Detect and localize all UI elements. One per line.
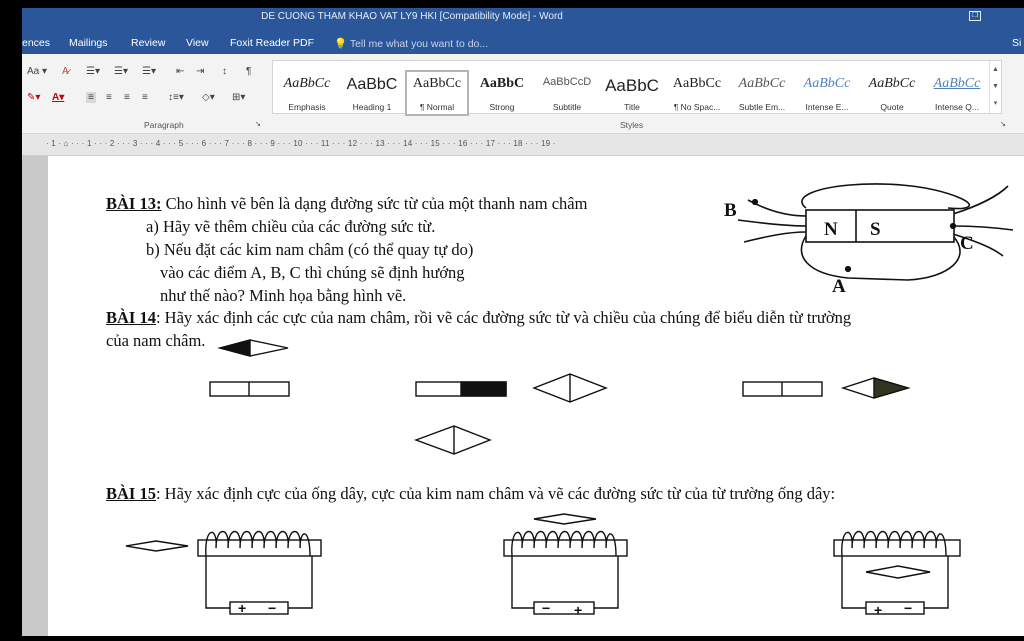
styles-group-label: Styles [620,120,644,130]
style-sample: AaBbCc [933,76,981,91]
bai13-b3: như thế nào? Minh họa bằng hình vẽ. [160,286,407,305]
compass-needle-1 [220,340,288,356]
style-name: ¶ Normal [419,102,455,112]
style-title[interactable] [600,70,664,116]
horizontal-ruler[interactable] [22,134,1024,156]
style-no-spacing[interactable] [665,70,729,116]
battery2-plus: + [574,602,583,618]
bai15-needle-2 [534,514,596,524]
tab-references[interactable]: ences [22,37,51,49]
tell-me-text: Tell me what you want to do... [349,38,489,50]
style-sample: AaBbC [346,76,398,93]
paragraph-dialog-launcher-icon[interactable]: ↘ [255,121,261,128]
title-bar [22,8,1024,34]
label-a: A [832,276,846,297]
style-emphasis[interactable] [275,70,339,116]
numbering-icon[interactable]: ☰▾ [114,66,128,77]
bai13-heading: BÀI 13: [106,194,162,213]
bai15-figures [126,514,960,614]
ribbon-tabs [22,34,1024,54]
styles-gallery [272,60,1002,114]
point-a [846,267,851,272]
style-sample: AaBbC [479,76,525,91]
point-c [951,224,956,229]
highlight-icon[interactable]: ✎▾ [27,92,41,103]
battery1-minus: − [268,600,277,616]
tab-view[interactable]: View [186,37,209,49]
style-subtle-emphasis[interactable] [730,70,794,116]
battery2-minus: − [542,600,551,616]
style-sample: AaBbCc [283,76,331,91]
style-sample: AaBbCcD [542,76,592,88]
magnet-half-black [416,382,506,396]
tab-cut-off[interactable]: Si [1012,37,1022,49]
tab-review[interactable]: Review [131,37,166,49]
align-left-icon[interactable]: ≡ [88,92,94,103]
bai15-needle-1 [126,541,188,551]
battery3-plus: + [874,602,883,618]
magnet-n-label: N [824,219,838,240]
tell-me-box[interactable] [334,37,488,50]
bai14-text: : Hãy xác định các cực của nam châm, rồi vẽ các đường sức từ và chiều của chúng để biểu diễn từ trường [155,308,852,327]
ruler-scale: · 1 · ⌂ · · · 1 · · · 2 · · · 3 · · · 4 · · · 5 · · · 6 · · · 7 · · · 8 · · · 9 · · · 10 · · · 11 · · · 12 · · · 13 · · · 14 · · · 15 · · · 16 · · · 17 · · · 18 · · · 19 · [46,139,556,148]
borders-icon[interactable]: ⊞▾ [232,92,246,103]
field-line-right-1 [953,186,1008,214]
ribbon [22,54,1024,134]
style-name: Subtitle [552,102,582,112]
window-title: DE CUONG THAM KHAO VAT LY9 HKI [Compatibility Mode] - Word [261,11,563,22]
multilevel-list-icon[interactable]: ☰▾ [142,66,156,77]
style-sample: AaBbCc [672,76,722,91]
clear-formatting-icon[interactable]: A̷ [62,66,69,77]
bai13-text: Cho hình vẽ bên là dạng đường sức từ của một thanh nam châm [161,194,588,213]
justify-icon[interactable]: ≡ [142,92,148,103]
style-heading-1[interactable] [340,70,404,116]
solenoid-2 [504,532,627,615]
restore-icon[interactable]: ❐ [969,11,981,21]
style-name: Subtle Em... [738,102,786,112]
field-line-right-2 [953,226,1013,230]
style-name: ¶ No Spac... [673,102,721,112]
bai14-heading: BÀI 14 [106,308,156,327]
style-name: Strong [489,102,515,112]
field-line-left-2 [738,220,806,226]
bai15-heading: BÀI 15 [106,484,156,503]
bai15-text: : Hãy xác định cực của ống dây, cực của kim nam châm và vẽ các đường sức từ của từ trường ống dây: [155,484,836,503]
style-normal[interactable] [405,70,469,116]
compass-needle-4 [416,426,490,454]
style-subtitle[interactable] [535,70,599,116]
paragraph-group-label: Paragraph [144,120,184,130]
font-color-icon[interactable]: A▾ [52,92,65,103]
show-marks-icon[interactable]: ¶ [246,66,252,77]
bai15-needle-3 [866,566,930,578]
tab-mailings[interactable]: Mailings [69,37,108,49]
label-c: C [960,233,974,254]
change-case-label: Aa [27,66,40,77]
compass-needle-3 [843,378,908,398]
style-intense-quote[interactable] [925,70,989,116]
battery3-minus: − [904,600,913,616]
style-name: Intense Q... [935,102,979,112]
point-b [753,200,758,205]
lightbulb-icon: 💡 [334,38,350,50]
style-sample: AaBbCc [868,76,916,91]
style-sample: AaBbCc [738,76,786,91]
magnet-blank-1 [210,382,289,396]
change-case-button[interactable]: Aa ▾ [27,66,48,77]
style-sample: AaBbCc [803,76,851,91]
styles-dialog-launcher-icon[interactable]: ↘ [1000,121,1006,128]
style-name: Emphasis [288,102,326,112]
style-sample: AaBbCc [412,76,462,91]
field-line-left-3 [744,232,806,242]
bai14-figures [210,340,908,454]
style-name: Quote [880,102,904,112]
align-right-icon[interactable]: ≡ [124,92,130,103]
bai14-line2: của nam châm. [106,331,206,350]
bai13-a: a) Hãy vẽ thêm chiều của các đường sức từ. [146,217,436,236]
tab-foxit-reader-pdf[interactable]: Foxit Reader PDF [230,37,315,49]
magnet-blank-2 [743,382,822,396]
line-spacing-icon[interactable]: ↕≡▾ [168,92,184,103]
increase-indent-icon[interactable]: ⇥ [196,66,205,77]
label-b: B [724,200,737,221]
styles-scroll[interactable]: ▲ ▼ ▾ [989,61,1001,113]
style-name: Intense E... [805,102,849,112]
style-name: Heading 1 [352,102,392,112]
style-sample: AaBbC [605,76,659,95]
style-intense-emphasis[interactable] [795,70,859,116]
drawings-layer [48,156,1024,636]
battery1-plus: + [238,600,247,616]
align-center-icon[interactable]: ≡ [106,92,112,103]
document-page[interactable] [48,156,1024,636]
shading-icon[interactable]: ◇▾ [202,92,215,103]
sort-icon[interactable]: ↕ [222,66,227,77]
field-line-top [802,184,970,209]
compass-needle-2 [534,374,606,402]
decrease-indent-icon[interactable]: ⇤ [176,66,185,77]
magnet-s-label: S [870,219,881,240]
style-quote[interactable] [860,70,924,116]
solenoid-1 [198,532,321,615]
bullets-icon[interactable]: ☰▾ [86,66,100,77]
style-name: Title [624,102,640,112]
style-strong[interactable] [470,70,534,116]
bai13-b1: b) Nếu đặt các kim nam châm (có thể quay tự do) [146,240,474,259]
bai13-b2: vào các điểm A, B, C thì chúng sẽ định hướng [160,263,465,282]
